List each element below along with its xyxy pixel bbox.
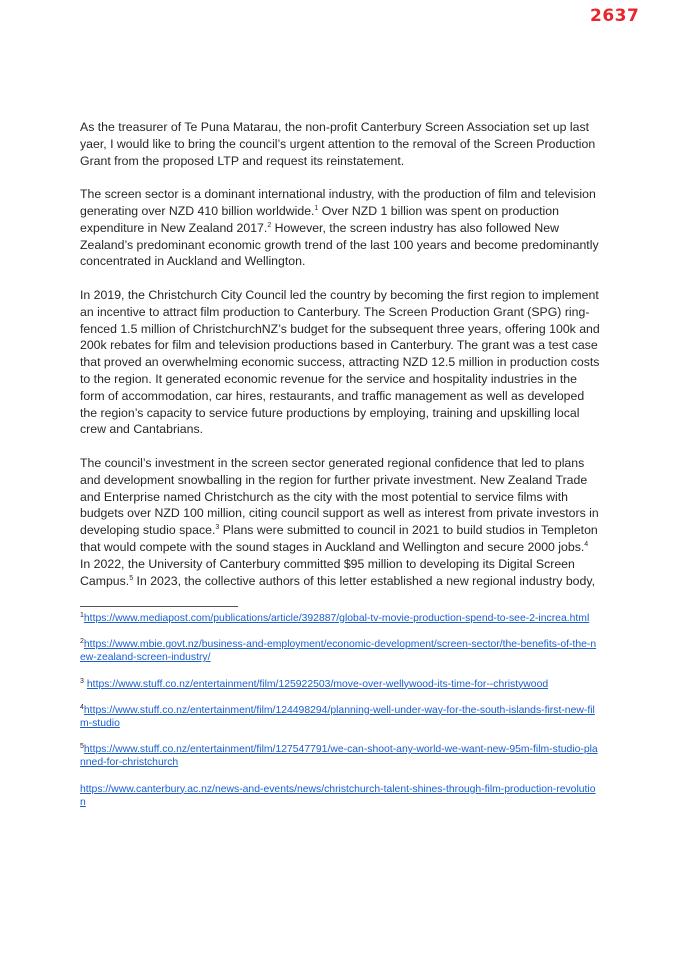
paragraph-text: In 2022, the University of Canterbury committed $95 million to developing its Digital Screen Campus. — [80, 556, 575, 588]
footnote-mark: 1 — [80, 612, 84, 619]
footnote-4 — [80, 704, 600, 730]
paragraph-text: The council’s investment in the screen sector generated regional confidence that led to plans and development snowballing in the region for further private investment. New Zealand Trade and Enterprise named Christchurch as the city with the most potential to service films with budgets over NZD 100 million, citing council support as well as interest from private investors in developing studio space. — [80, 455, 599, 538]
footnote-3 — [80, 678, 600, 691]
footnote-2 — [80, 638, 600, 664]
footnote-link[interactable]: https://www.stuff.co.nz/entertainment/film/124498294/planning-well-under-way-for-the-south-islands-first-new-film-studio — [80, 704, 595, 730]
paragraph-text: The screen sector is a dominant international industry, with the production of film and television generating over NZD 410 billion worldwide. — [80, 187, 596, 218]
paragraph-text: Plans were submitted to council in 2021 to build studios in Templeton that would compete with the sound stages in Auckland and Wellington and secure 2000 jobs. — [80, 523, 598, 554]
paragraph-text: However, the screen industry has also followed New Zealand’s predominant economic growth trend of the last 100 years and become predominantly concentrated in Auckland and Wellington. — [80, 220, 599, 269]
footnote-ref-3[interactable]: 3 — [215, 524, 220, 532]
paragraph-text: In 2023, the collective authors of this letter established a new regional industry body, — [133, 573, 595, 588]
footnote-mark: 3 — [80, 677, 84, 685]
footnote-link[interactable]: https://www.stuff.co.nz/entertainment/film/127547791/we-can-shoot-any-world-we-want-new-95m-film-studio-planned-for-christchurch — [80, 744, 598, 769]
footnote-ref-2[interactable]: 2 — [267, 221, 272, 229]
paragraph-text: Over NZD 1 billion was spent on production expenditure in New Zealand 2017. — [80, 203, 559, 235]
letter-body — [80, 119, 600, 606]
footnote-mark: 4 — [80, 703, 84, 711]
footnote-mark: 5 — [80, 743, 84, 751]
footnote-mark: 2 — [80, 638, 84, 646]
footnote-5 — [80, 743, 600, 769]
footnote-link[interactable]: https://www.canterbury.ac.nz/news-and-events/news/christchurch-talent-shines-through-film-production-revolution — [80, 783, 596, 808]
footnote-6 — [80, 783, 600, 809]
footnotes — [80, 612, 600, 822]
footnote-ref-4[interactable]: 4 — [584, 540, 589, 548]
footnote-link[interactable]: https://www.mbie.govt.nz/business-and-employment/economic-development/screen-sector/the-benefits-of-the-new-zealand-screen-industry/ — [80, 639, 597, 664]
footnote-link[interactable]: https://www.stuff.co.nz/entertainment/film/125922503/move-over-wellywood-its-time-for--christywood — [86, 678, 549, 690]
footnote-ref-1[interactable]: 1 — [314, 204, 319, 212]
paragraph-intro: As the treasurer of Te Puna Matarau, the non-profit Canterbury Screen Association set up last yaer, I would like to bring the council’s urgent attention to the removal of the Screen Production Grant from the proposed LTP and request its reinstatement. — [80, 120, 596, 168]
footnote-separator — [80, 606, 238, 607]
page-number: 2637 — [590, 6, 640, 26]
footnote-ref-5[interactable]: 5 — [129, 574, 134, 582]
footnote-1 — [80, 612, 600, 625]
paragraph-screen-production-grant: In 2019, the Christchurch City Council led the country by becoming the first region to implement an incentive to attract film production to Canterbury. The Screen Production Grant (SPG) ring-fenced 1.5 million of ChristchurchNZ’s budget for the subsequent three years, offering 100k and 200k rebates for film and television productions based in Canterbury. The grant was a test case that proved an overwhelming economic success, attracting NZD 12.5 million in production costs to the region. It generated economic revenue for the service and hospitality industries in the form of accommodation, car hires, restaurants, and traffic management as well as developed the region’s capacity to service future productions by employing, training and upskilling local crew and Cantabrians. — [80, 287, 600, 437]
footnote-link[interactable]: https://www.mediapost.com/publications/article/392887/global-tv-movie-production-spend-to-see-2-increa.html — [83, 613, 590, 624]
paragraph-council-investment — [80, 455, 600, 589]
paragraph-screen-sector — [80, 186, 600, 270]
